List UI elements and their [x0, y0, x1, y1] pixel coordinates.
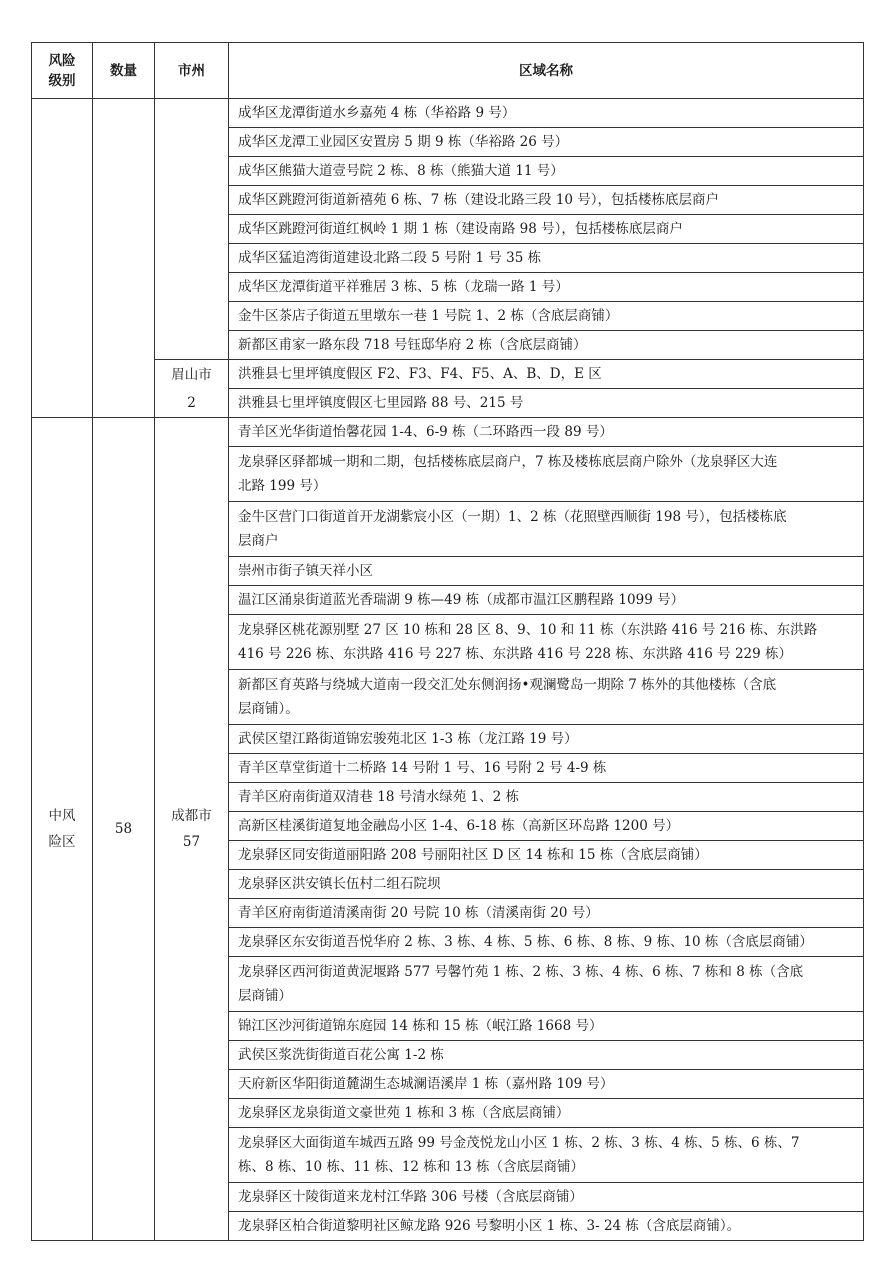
area-name-cell: 高新区桂溪街道复地金融岛小区 1-4、6-18 栋（高新区环岛路 1200 号） [229, 812, 864, 841]
area-name-cell: 崇州市街子镇天祥小区 [229, 557, 864, 586]
area-name-cell: 金牛区营门口街道首开龙湖紫宸小区（一期）1、2 栋（花照壁西顺街 198 号），包括楼栋底 层商户 [229, 502, 864, 557]
area-name-cell: 成华区跳蹬河街道新禧苑 6 栋、7 栋（建设北路三段 10 号），包括楼栋底层商户 [229, 186, 864, 215]
area-name-cell: 武侯区望江路街道锦宏骏苑北区 1-3 栋（龙江路 19 号） [229, 725, 864, 754]
risk-level-cell [32, 99, 93, 418]
area-name-cell: 龙泉驿区西河街道黄泥堰路 577 号馨竹苑 1 栋、2 栋、3 栋、4 栋、6 栋、7 栋和 8 栋（含底 层商铺） [229, 957, 864, 1012]
area-name-cell: 新都区甫家一路东段 718 号钰邸华府 2 栋（含底层商铺） [229, 331, 864, 360]
area-name-cell: 武侯区浆洗街街道百花公寓 1-2 栋 [229, 1041, 864, 1070]
table-row [32, 360, 864, 389]
area-name-cell: 温江区涌泉街道蓝光香瑞湖 9 栋—49 栋（成都市温江区鹏程路 1099 号） [229, 586, 864, 615]
area-name-cell: 龙泉驿区同安街道丽阳路 208 号丽阳社区 D 区 14 栋和 15 栋（含底层商铺） [229, 841, 864, 870]
area-name-cell: 龙泉驿区柏合街道黎明社区鲸龙路 926 号黎明小区 1 栋、3- 24 栋（含底层商铺）。 [229, 1212, 864, 1241]
area-name-cell: 龙泉驿区驿都城一期和二期，包括楼栋底层商户，7 栋及楼栋底层商户除外（龙泉驿区大连 北路 199 号） [229, 447, 864, 502]
header-area-name: 区域名称 [229, 43, 864, 99]
area-name-cell: 青羊区府南街道双清巷 18 号清水绿苑 1、2 栋 [229, 783, 864, 812]
area-name-cell: 青羊区草堂街道十二桥路 14 号附 1 号、16 号附 2 号 4-9 栋 [229, 754, 864, 783]
count-cell: 58 [93, 418, 155, 1241]
area-name-cell: 金牛区茶店子街道五里墩东一巷 1 号院 1、2 栋（含底层商铺） [229, 302, 864, 331]
area-name-cell: 天府新区华阳街道麓湖生态城澜语溪岸 1 栋（嘉州路 109 号） [229, 1070, 864, 1099]
header-count: 数量 [93, 43, 155, 99]
area-name-cell: 龙泉驿区东安街道吾悦华府 2 栋、3 栋、4 栋、5 栋、6 栋、8 栋、9 栋、10 栋（含底层商铺） [229, 928, 864, 957]
area-name-cell: 锦江区沙河街道锦东庭园 14 栋和 15 栋（岷江路 1668 号） [229, 1012, 864, 1041]
area-name-cell: 成华区熊猫大道壹号院 2 栋、8 栋（熊猫大道 11 号） [229, 157, 864, 186]
risk-area-table [31, 42, 864, 1241]
area-name-cell: 龙泉驿区十陵街道来龙村江华路 306 号楼（含底层商铺） [229, 1183, 864, 1212]
table-header-row [32, 43, 864, 99]
area-name-cell: 成华区龙潭街道平祥雅居 3 栋、5 栋（龙瑞一路 1 号） [229, 273, 864, 302]
area-name-cell: 龙泉驿区大面街道车城西五路 99 号金茂悦龙山小区 1 栋、2 栋、3 栋、4 栋、5 栋、6 栋、7 栋、8 栋、10 栋、11 栋、12 栋和 13 栋（含底层商铺） [229, 1128, 864, 1183]
area-name-cell: 龙泉驿区洪安镇长伍村二组石院坝 [229, 870, 864, 899]
table-row [32, 99, 864, 128]
area-name-cell: 成华区跳蹬河街道红枫岭 1 期 1 栋（建设南路 98 号），包括楼栋底层商户 [229, 215, 864, 244]
table-row [32, 418, 864, 447]
area-name-cell: 龙泉驿区桃花源别墅 27 区 10 栋和 28 区 8、9、10 和 11 栋（东洪路 416 号 216 栋、东洪路 416 号 226 栋、东洪路 416 号 227 栋、东洪路 416 号 228 栋、东洪路 416 号 229 栋） [229, 615, 864, 670]
area-name-cell: 成华区龙潭街道水乡嘉苑 4 栋（华裕路 9 号） [229, 99, 864, 128]
area-name-cell: 龙泉驿区龙泉街道文豪世苑 1 栋和 3 栋（含底层商铺） [229, 1099, 864, 1128]
area-name-cell: 洪雅县七里坪镇度假区七里园路 88 号、215 号 [229, 389, 864, 418]
risk-level-cell: 中风 险区 [32, 418, 93, 1241]
city-cell-chengdu: 成都市 57 [155, 418, 229, 1241]
area-name-cell: 新都区育英路与绕城大道南一段交汇处东侧润扬•观澜鹭岛一期除 7 栋外的其他楼栋（含底 层商铺）。 [229, 670, 864, 725]
header-risk-level: 风险 级别 [32, 43, 93, 99]
area-name-cell: 洪雅县七里坪镇度假区 F2、F3、F4、F5、A、B、D，E 区 [229, 360, 864, 389]
count-cell [93, 99, 155, 418]
header-city: 市州 [155, 43, 229, 99]
area-name-cell: 成华区猛追湾街道建设北路二段 5 号附 1 号 35 栋 [229, 244, 864, 273]
city-cell [155, 99, 229, 360]
area-name-cell: 青羊区府南街道清溪南街 20 号院 10 栋（清溪南街 20 号） [229, 899, 864, 928]
area-name-cell: 成华区龙潭工业园区安置房 5 期 9 栋（华裕路 26 号） [229, 128, 864, 157]
city-cell-meishan: 眉山市 2 [155, 360, 229, 418]
area-name-cell: 青羊区光华街道怡馨花园 1-4、6-9 栋（二环路西一段 89 号） [229, 418, 864, 447]
